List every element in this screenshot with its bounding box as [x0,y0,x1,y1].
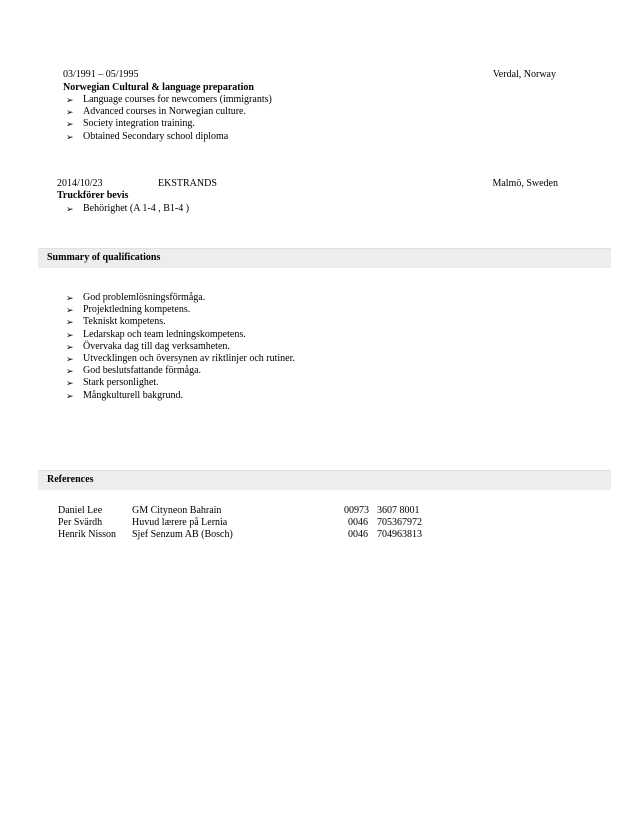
arrow-bullet-icon: ➢ [66,341,74,352]
arrow-bullet-icon: ➢ [66,305,74,316]
list-item: ➢ God beslutsfattande förmåga. [66,365,202,377]
list-item: ➢ Stark personlighet. [66,377,159,389]
summary-list [63,292,295,402]
arrow-bullet-icon: ➢ [66,204,74,214]
list-item: ➢ Ledarskap och team ledningskompetens. [66,328,246,340]
reference-role: GM Cityneon Bahrain [132,505,222,516]
reference-number: 705367972 [377,517,422,528]
references-heading: References [47,474,94,485]
summary-section-header [38,248,611,268]
reference-name: Per Svärdh [58,517,103,528]
license-title: Truckförer bevis [57,190,129,201]
reference-number: 3607 8001 [377,505,420,516]
reference-number: 704963813 [377,529,422,540]
education-title: Norwegian Cultural & language preparation [63,82,254,93]
list-item: ➢ God problemlösningsförmåga. [66,292,206,303]
list-item: ➢ Society integration training. [66,118,195,130]
list-item: ➢ Utvecklingen och översynen av riktlinjer och rutiner. [66,352,295,364]
license-list [63,203,189,215]
list-item: ➢ Language courses for newcomers (immigrants) [66,94,272,105]
arrow-bullet-icon: ➢ [66,107,74,118]
list-item: ➢ Behörighet (A 1-4 , B1-4 ) [66,203,190,214]
reference-name: Daniel Lee [58,505,103,516]
license-date: 2014/10/23 [57,178,103,189]
arrow-bullet-icon: ➢ [66,317,74,328]
list-item: ➢ Övervaka dag till dag verksamheten. [66,340,230,352]
education-date: 03/1991 – 05/1995 [63,69,139,80]
list-item: ➢ Advanced courses in Norwegian culture. [66,106,246,118]
reference-role: Huvud lærere på Lernia [132,517,228,528]
license-company: EKSTRANDS [158,178,217,189]
arrow-bullet-icon: ➢ [66,119,74,130]
list-item: ➢ Tekniskt kompetens. [66,316,166,328]
list-item: ➢ Obtained Secondary school diploma [66,130,229,142]
reference-name: Henrik Nisson [58,529,117,540]
arrow-bullet-icon: ➢ [66,131,74,142]
reference-code: 0046 [348,517,368,528]
education-location: Verdal, Norway [492,69,556,80]
arrow-bullet-icon: ➢ [66,366,74,377]
arrow-bullet-icon: ➢ [66,95,74,105]
summary-heading: Summary of qualifications [47,252,161,263]
reference-code: 0046 [348,529,368,540]
arrow-bullet-icon: ➢ [66,378,74,389]
arrow-bullet-icon: ➢ [66,390,74,401]
arrow-bullet-icon: ➢ [66,353,74,364]
references-section-header [38,470,611,490]
reference-role: Sjef Senzum AB (Bosch) [132,529,233,540]
list-item: ➢ Mångkulturell bakgrund. [66,389,183,401]
reference-code: 00973 [344,505,369,516]
arrow-bullet-icon: ➢ [66,293,74,303]
education-list [63,94,272,143]
list-item: ➢ Projektledning kompetens. [66,304,191,316]
arrow-bullet-icon: ➢ [66,329,74,340]
license-location: Malmö, Sweden [492,178,558,189]
